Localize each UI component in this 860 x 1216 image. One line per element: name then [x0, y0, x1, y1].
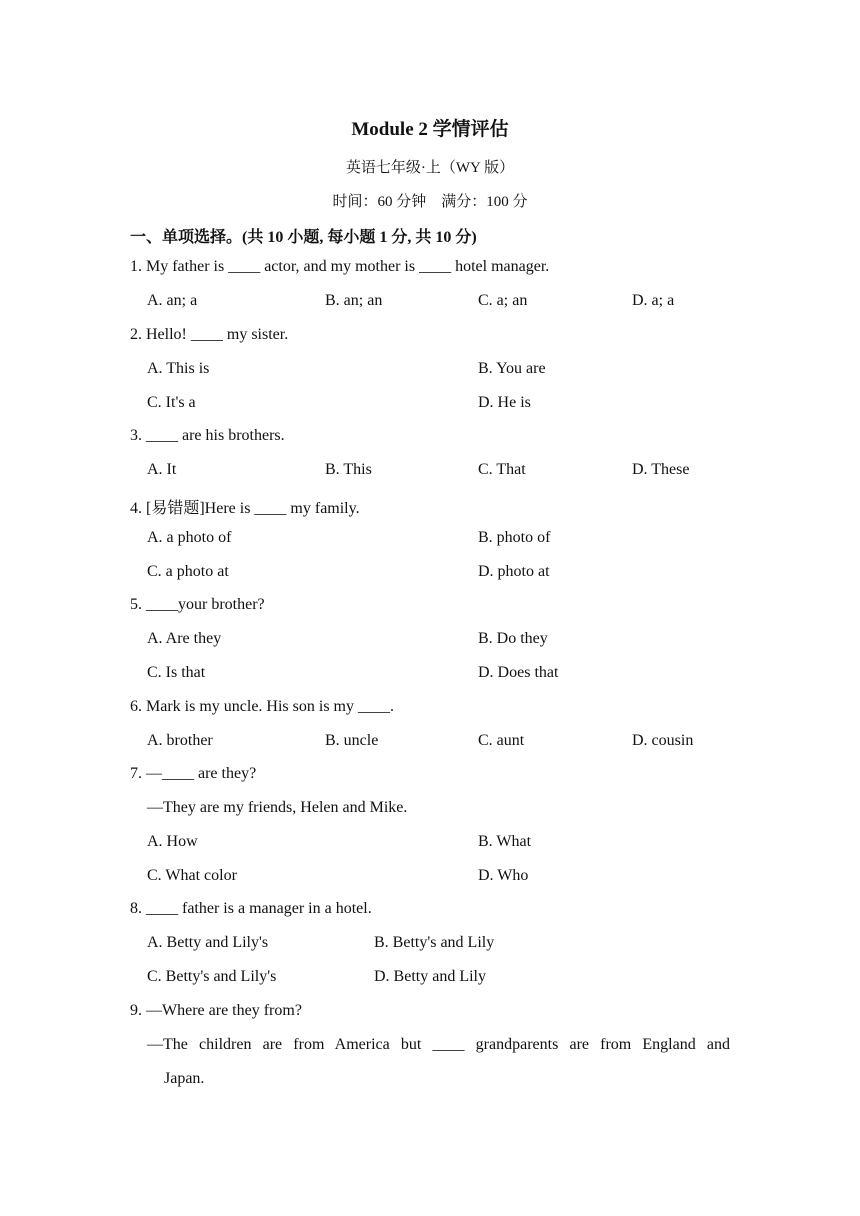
page-title: Module 2 学情评估 [351, 119, 509, 140]
q1-option-d: D. a; a [632, 292, 675, 309]
q2-option-b: B. You are [478, 360, 546, 377]
question-2: 2. Hello! ____ my sister. [130, 326, 289, 343]
q5-option-b: B. Do they [478, 630, 548, 647]
q4-option-d: D. photo at [478, 563, 550, 580]
q8-option-b: B. Betty's and Lily [374, 934, 495, 951]
q3-option-c: C. That [478, 461, 526, 478]
q2-option-d: D. He is [478, 394, 531, 411]
q5-option-d: D. Does that [478, 664, 559, 681]
question-6: 6. Mark is my uncle. His son is my ____. [130, 698, 394, 715]
question-5: 5. ____your brother? [130, 596, 265, 613]
q6-option-a: A. brother [147, 732, 213, 749]
q4-option-c: C. a photo at [147, 563, 229, 580]
q3-option-d: D. These [632, 461, 690, 478]
q6-option-c: C. aunt [478, 732, 525, 749]
q8-option-d: D. Betty and Lily [374, 968, 486, 985]
q2-option-a: A. This is [147, 360, 210, 377]
q9-reply-line2: Japan. [164, 1070, 205, 1087]
q4-option-a: A. a photo of [147, 529, 232, 546]
q4-option-b: B. photo of [478, 529, 551, 546]
question-9: 9. —Where are they from? [130, 1002, 302, 1019]
q2-option-c: C. It's a [147, 394, 196, 411]
q7-reply: —They are my friends, Helen and Mike. [147, 799, 408, 816]
q7-option-c: C. What color [147, 867, 237, 884]
q1-option-c: C. a; an [478, 292, 528, 309]
q1-option-a: A. an; a [147, 292, 198, 309]
question-7: 7. —____ are they? [130, 765, 257, 782]
q1-option-b: B. an; an [325, 292, 383, 309]
q7-option-a: A. How [147, 833, 198, 850]
question-4: 4. [易错题]Here is ____ my family. [130, 500, 360, 517]
question-3: 3. ____ are his brothers. [130, 427, 285, 444]
question-1: 1. My father is ____ actor, and my mother is ____ hotel manager. [130, 258, 550, 275]
section-heading: 一、单项选择。(共 10 小题, 每小题 1 分, 共 10 分) [130, 229, 477, 246]
q7-option-b: B. What [478, 833, 532, 850]
q7-option-d: D. Who [478, 867, 529, 884]
question-8: 8. ____ father is a manager in a hotel. [130, 900, 372, 917]
q6-option-b: B. uncle [325, 732, 379, 749]
q5-option-a: A. Are they [147, 630, 222, 647]
q9-reply-line1: —The children are from America but ____ grandparents are from England and [147, 1036, 730, 1053]
q3-option-a: A. It [147, 461, 177, 478]
q6-option-d: D. cousin [632, 732, 694, 749]
q5-option-c: C. Is that [147, 664, 206, 681]
page-subtitle: 英语七年级·上（WY 版） [345, 160, 515, 176]
q8-option-a: A. Betty and Lily's [147, 934, 269, 951]
q3-option-b: B. This [325, 461, 372, 478]
exam-meta: 时间：60 分钟 满分：100 分 [332, 194, 528, 210]
q8-option-c: C. Betty's and Lily's [147, 968, 277, 985]
